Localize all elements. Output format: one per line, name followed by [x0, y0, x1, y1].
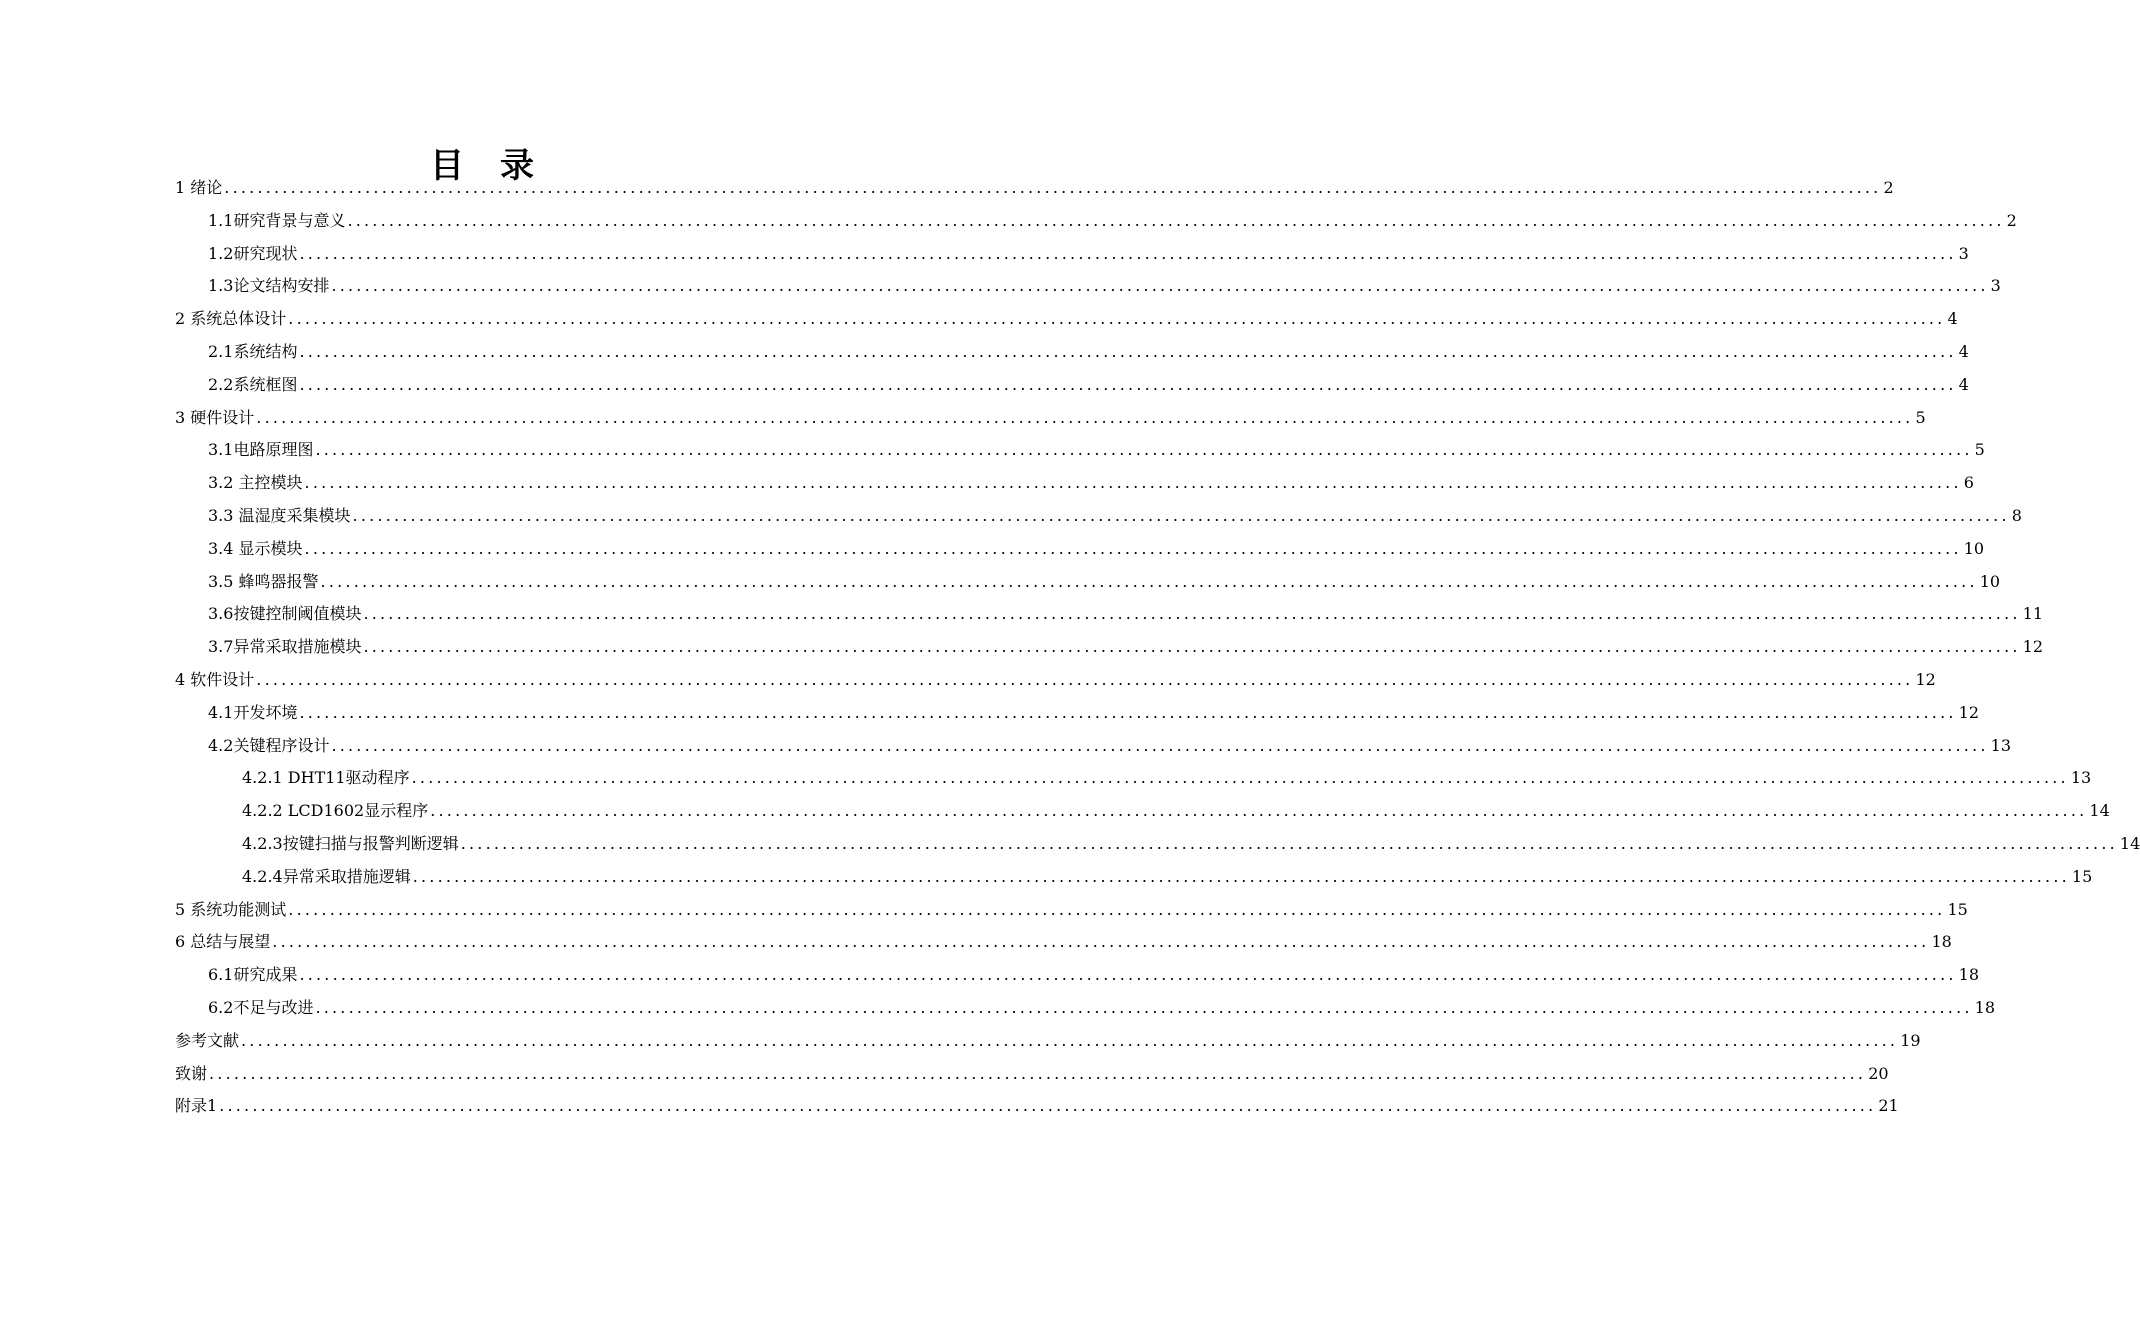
- toc-entry[interactable]: [175, 828, 2140, 861]
- toc-page-number: 20: [1868, 1063, 1889, 1083]
- toc-page-number: 12: [1915, 669, 1936, 689]
- toc-entry-text: 3.2 主控模块: [208, 473, 303, 493]
- toc-entry-text: 4.2.4异常采取措施逻辑: [242, 866, 411, 886]
- toc-page-number: 14: [2119, 833, 2140, 853]
- toc-page-number: 11: [2022, 604, 2043, 624]
- toc-entry[interactable]: [175, 238, 1969, 271]
- toc-entry[interactable]: [175, 467, 1974, 500]
- dot-leader: ........................................................................................................................................................................................................: [363, 604, 2021, 624]
- dot-leader: ........................................................................................................................................................................................................: [460, 833, 2118, 853]
- toc-entry[interactable]: [175, 1025, 1921, 1058]
- toc-entry-text: 参考文献: [175, 1030, 240, 1050]
- toc-entry-text: 4.2.2 LCD1602显示程序: [242, 801, 429, 821]
- toc-page-number: 4: [1958, 374, 1969, 394]
- toc-entry-text: 3.4 显示模块: [208, 538, 303, 558]
- dot-leader: ........................................................................................................................................................................................................: [299, 341, 1957, 361]
- toc-entry-text: 3.1电路原理图: [208, 440, 314, 460]
- toc-entry[interactable]: [175, 566, 2001, 599]
- toc-entry[interactable]: [175, 434, 1985, 467]
- dot-leader: ........................................................................................................................................................................................................: [411, 768, 2069, 788]
- toc-entry[interactable]: [175, 402, 1926, 435]
- toc-page-number: 18: [1974, 997, 1995, 1017]
- toc-entry[interactable]: [175, 631, 2043, 664]
- toc-page-number: 6: [1963, 473, 1974, 493]
- toc-entry[interactable]: [175, 795, 2110, 828]
- toc-entry-text: 1.1研究背景与意义: [208, 210, 346, 230]
- toc-entry-text: 3 硬件设计: [175, 407, 255, 427]
- toc-entry[interactable]: [175, 369, 1969, 402]
- dot-leader: ........................................................................................................................................................................................................: [331, 735, 1989, 755]
- toc-entry[interactable]: [175, 533, 1985, 566]
- toc-entry[interactable]: [175, 303, 1958, 336]
- dot-leader: ........................................................................................................................................................................................................: [412, 866, 2070, 886]
- toc-entry[interactable]: [175, 336, 1969, 369]
- toc-entry-text: 1.3论文结构安排: [208, 276, 330, 296]
- dot-leader: ........................................................................................................................................................................................................: [315, 440, 1973, 460]
- dot-leader: ........................................................................................................................................................................................................: [219, 1096, 1877, 1116]
- toc-page-number: 12: [2022, 637, 2043, 657]
- toc-page-number: 2: [1883, 178, 1894, 197]
- toc-entry-text: 2.1系统结构: [208, 341, 298, 361]
- toc-entry[interactable]: [175, 697, 1979, 730]
- toc-page-number: 3: [1990, 276, 2001, 296]
- dot-leader: ........................................................................................................................................................................................................: [224, 178, 1882, 197]
- dot-leader: ........................................................................................................................................................................................................: [241, 1030, 1899, 1050]
- toc-entry[interactable]: [175, 959, 1979, 992]
- dot-leader: ........................................................................................................................................................................................................: [363, 637, 2021, 657]
- toc-entry[interactable]: [175, 205, 2017, 238]
- toc-entry-text: 2.2系统框图: [208, 374, 298, 394]
- toc-page-number: 15: [1947, 899, 1968, 919]
- toc-page-number: 18: [1958, 965, 1979, 985]
- toc-entry-text: 3.6按键控制阈值模块: [208, 604, 362, 624]
- toc-entry[interactable]: [175, 992, 1995, 1025]
- dot-leader: ........................................................................................................................................................................................................: [347, 210, 2005, 230]
- toc-entry-text: 致谢: [175, 1063, 208, 1083]
- table-of-contents: [175, 172, 2140, 1123]
- toc-entry-text: 6.2不足与改进: [208, 997, 314, 1017]
- toc-page-number: 8: [2011, 505, 2022, 525]
- dot-leader: ........................................................................................................................................................................................................: [209, 1063, 1867, 1083]
- toc-entry[interactable]: [175, 894, 1968, 927]
- toc-page-number: 3: [1958, 243, 1969, 263]
- toc-page-number: 13: [2070, 768, 2092, 788]
- toc-entry[interactable]: [175, 270, 2001, 303]
- toc-entry[interactable]: [175, 598, 2043, 631]
- toc-page-number: 5: [1974, 440, 1985, 460]
- dot-leader: ........................................................................................................................................................................................................: [299, 374, 1957, 394]
- dot-leader: ........................................................................................................................................................................................................: [352, 505, 2010, 525]
- toc-entry-text: 4 软件设计: [175, 669, 255, 689]
- toc-entry[interactable]: [175, 926, 1952, 959]
- dot-leader: ........................................................................................................................................................................................................: [256, 407, 1914, 427]
- toc-entry-text: 4.2.3按键扫描与报警判断逻辑: [242, 833, 459, 853]
- toc-entry-text: 1.2研究现状: [208, 243, 298, 263]
- toc-entry[interactable]: [175, 500, 2022, 533]
- dot-leader: ........................................................................................................................................................................................................: [288, 899, 1946, 919]
- toc-page-number: 12: [1958, 702, 1979, 722]
- dot-leader: ........................................................................................................................................................................................................: [331, 276, 1989, 296]
- toc-page-number: 4: [1947, 309, 1958, 329]
- toc-entry-text: 1 绪论: [175, 178, 223, 197]
- toc-entry-text: 3.3 温湿度采集模块: [208, 505, 351, 525]
- toc-entry-text: 附录1: [175, 1096, 218, 1116]
- dot-leader: ........................................................................................................................................................................................................: [304, 473, 1962, 493]
- toc-page-number: 13: [1990, 735, 2011, 755]
- dot-leader: ........................................................................................................................................................................................................: [256, 669, 1914, 689]
- toc-page-number: 14: [2089, 801, 2110, 821]
- toc-page-number: 15: [2071, 866, 2093, 886]
- toc-entry[interactable]: [175, 762, 2092, 795]
- toc-entry-text: 4.1开发坏境: [208, 702, 298, 722]
- dot-leader: ........................................................................................................................................................................................................: [288, 309, 1946, 329]
- dot-leader: ........................................................................................................................................................................................................: [299, 243, 1957, 263]
- toc-page-number: 21: [1878, 1096, 1899, 1116]
- toc-entry[interactable]: [175, 172, 1894, 205]
- toc-entry[interactable]: [175, 730, 2011, 763]
- dot-leader: ........................................................................................................................................................................................................: [320, 571, 1978, 591]
- toc-page-number: 10: [1979, 571, 2001, 591]
- toc-entry-text: 6.1研究成果: [208, 965, 298, 985]
- toc-page-number: 5: [1915, 407, 1926, 427]
- toc-entry-text: 6 总结与展望: [175, 932, 271, 952]
- toc-page-number: 2: [2006, 210, 2017, 230]
- toc-entry-text: 3.7异常采取措施模块: [208, 637, 362, 657]
- toc-page-number: 10: [1963, 538, 1985, 558]
- dot-leader: ........................................................................................................................................................................................................: [304, 538, 1962, 558]
- dot-leader: ........................................................................................................................................................................................................: [315, 997, 1973, 1017]
- dot-leader: ........................................................................................................................................................................................................: [299, 702, 1957, 722]
- toc-page-number: 19: [1900, 1030, 1921, 1050]
- toc-entry[interactable]: [175, 861, 2093, 894]
- toc-page-number: 18: [1931, 932, 1952, 952]
- toc-entry-text: 4.2.1 DHT11驱动程序: [242, 768, 410, 788]
- toc-entry-text: 5 系统功能测试: [175, 899, 287, 919]
- toc-entry-text: 4.2关键程序设计: [208, 735, 330, 755]
- toc-page-number: 4: [1958, 341, 1969, 361]
- toc-entry-text: 2 系统总体设计: [175, 309, 287, 329]
- toc-entry[interactable]: [175, 664, 1936, 697]
- toc-entry[interactable]: [175, 1090, 1899, 1123]
- dot-leader: ........................................................................................................................................................................................................: [272, 932, 1930, 952]
- toc-entry[interactable]: [175, 1058, 1889, 1091]
- dot-leader: ........................................................................................................................................................................................................: [299, 965, 1957, 985]
- page-title: 目录: [430, 146, 570, 186]
- dot-leader: ........................................................................................................................................................................................................: [430, 801, 2088, 821]
- toc-entry-text: 3.5 蜂鸣器报警: [208, 571, 319, 591]
